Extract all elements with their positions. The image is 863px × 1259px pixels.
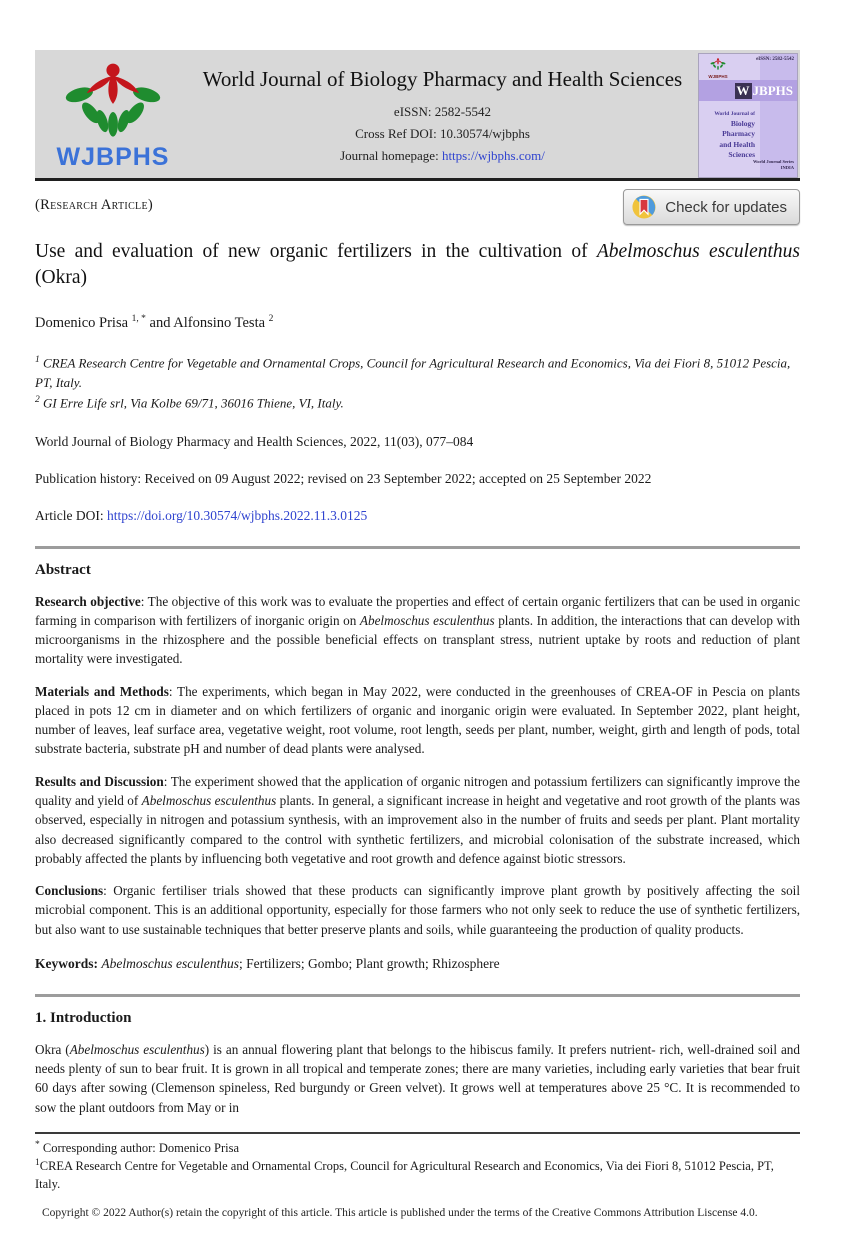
species-italic: Abelmoschus esculenthus bbox=[141, 793, 277, 808]
journal-homepage-line bbox=[187, 148, 698, 164]
check-for-updates-label: Check for updates bbox=[665, 198, 787, 216]
cover-series bbox=[753, 159, 794, 173]
journal-reference-line: World Journal of Biology Pharmacy and Health Sciences, 2022, 11(03), 077–084 bbox=[35, 433, 474, 449]
section-divider bbox=[35, 994, 800, 997]
abstract-paragraph-research-objective bbox=[35, 592, 800, 669]
affiliation-1-sup: 1 bbox=[35, 355, 40, 366]
keywords-species-italic: Abelmoschus esculenthus bbox=[101, 955, 239, 971]
article-doi-line bbox=[35, 508, 800, 524]
journal-crossref-doi: Cross Ref DOI: 10.30574/wjbphs bbox=[355, 126, 530, 141]
paragraph-text: : Organic fertiliser trials showed that these products can significantly improve plant growth by positively affecting the soil microbial component. This is an additional opportunity, especially for those farmers who not only seek to reduce the use of synthetic fertilizers, but also want to use sustainable techniques that better preserve plants and soils, while guaranteeing the production of quality products. bbox=[35, 883, 800, 937]
author-2: and Alfonsino Testa bbox=[145, 314, 269, 331]
title-text: Use and evaluation of new organic fertilizers in the cultivation of bbox=[35, 241, 597, 262]
affiliation-2-sup: 2 bbox=[35, 394, 40, 405]
article-type-label: (Research Article) bbox=[35, 197, 153, 213]
article-type-row bbox=[35, 189, 800, 225]
copyright-line: Copyright © 2022 Author(s) retain the copyright of this article. This article is published under the terms of the Creative Commons Attribution Liscense 4.0. bbox=[42, 1206, 758, 1219]
crossmark-icon bbox=[631, 194, 657, 220]
author-1-sup: 1, * bbox=[131, 313, 146, 324]
footnote-affiliation-line bbox=[35, 1157, 800, 1193]
wjbphs-logo-wordmark: WJBPHS bbox=[56, 143, 170, 171]
cover-title-line: World Journal of bbox=[714, 111, 755, 117]
paragraph-text: : The experiment showed that the application of organic nitrogen and potassium fertilizers can significantly improve the quality and yield of bbox=[35, 773, 800, 808]
introduction-paragraph bbox=[35, 1040, 800, 1117]
cover-series-name: World Journal Series bbox=[752, 158, 794, 164]
article-doi-label: Article DOI: bbox=[35, 507, 107, 523]
article-doi-link[interactable]: https://doi.org/10.30574/wjbphs.2022.11.3.0125 bbox=[106, 507, 368, 523]
authors-line bbox=[35, 314, 800, 332]
wjbphs-flower-icon bbox=[61, 62, 165, 144]
journal-title: World Journal of Biology Pharmacy and Health Sciences bbox=[202, 67, 683, 91]
author-2-sup: 2 bbox=[268, 313, 274, 324]
keywords-rest: ; Fertilizers; Gombo; Plant growth; Rhizosphere bbox=[238, 955, 500, 971]
cover-wjbphs-band bbox=[699, 80, 797, 101]
footnote-affiliation-sup: 1 bbox=[35, 1158, 40, 1169]
journal-homepage-label: Journal homepage: bbox=[340, 148, 442, 163]
paragraph-text: Okra ( bbox=[35, 1041, 70, 1057]
paragraph-text: plants. In general, a significant increase in height and vegetative and root growth of the plants was observed, especially in nitrogen and potassium synthesis, with an improvement also in the number of fruits and seeds per plant. Plant mortality also decreased significantly compared to the control with synthetic fertilizers, and microbial colonisation of the substrate increased, which probably affected the plants by influencing both vegetative and root growth and defence against biotic stressors. bbox=[35, 793, 800, 866]
cover-band-w: W bbox=[736, 82, 750, 98]
journal-header-center bbox=[187, 50, 698, 178]
corresponding-author-line bbox=[35, 1139, 800, 1157]
affiliation-2-text: GI Erre Life srl, Via Kolbe 69/71, 36016 Thiene, VI, Italy. bbox=[39, 395, 344, 411]
cover-journal-title bbox=[703, 111, 755, 161]
keywords-line bbox=[35, 956, 800, 972]
abstract-heading: Abstract bbox=[35, 561, 91, 578]
cover-title-line: Sciences bbox=[728, 150, 755, 160]
journal-logo bbox=[39, 50, 187, 178]
journal-cover-thumbnail bbox=[698, 53, 798, 178]
paragraph-text: ) is an annual flowering plant that belongs to the hibiscus family. It prefers nutrient- rich, well-drained soil and needs plenty of sun to bear fruit. It is grown in all tropical and temperate zones; there are many varieties, including early varieties that bear fruit 60 days after sowing (Clemenson spineless, Red burgundy or Green velvet). It grows well at temperatures above 25 °C. It is recommended to sow the plant outdoors from May or in bbox=[35, 1041, 800, 1115]
affiliation-1 bbox=[35, 353, 800, 392]
section-divider bbox=[35, 546, 800, 549]
introduction-heading: 1. Introduction bbox=[35, 1009, 132, 1026]
footnote-block bbox=[35, 1132, 800, 1194]
abstract-paragraph-results-discussion bbox=[35, 772, 800, 868]
corresponding-star: * bbox=[35, 1139, 40, 1150]
corresponding-text: Corresponding author: Domenico Prisa bbox=[39, 1141, 240, 1156]
article-title bbox=[35, 239, 800, 292]
check-for-updates-button[interactable] bbox=[623, 189, 800, 225]
publication-history-line: Publication history: Received on 09 August 2022; revised on 23 September 2022; accepted on 25 September 2022 bbox=[35, 470, 652, 486]
abstract-paragraph-conclusions bbox=[35, 881, 800, 939]
paragraph-label: Materials and Methods bbox=[35, 683, 169, 699]
journal-eissn: eISSN: 2582-5542 bbox=[393, 104, 492, 119]
cover-eissn: eISSN: 2582-5542 bbox=[756, 57, 794, 62]
paragraph-label: Results and Discussion bbox=[35, 773, 164, 789]
cover-series-country: INDIA bbox=[780, 165, 794, 171]
affiliations bbox=[35, 353, 800, 412]
journal-header bbox=[35, 50, 800, 181]
affiliation-1-text: CREA Research Centre for Vegetable and Ornamental Crops, Council for Agricultural Research and Economics, Via dei Fiori 8, 51012 Pescia, PT, Italy. bbox=[35, 355, 791, 391]
abstract-paragraph-materials-methods bbox=[35, 682, 800, 759]
species-italic: Abelmoschus esculenthus bbox=[69, 1041, 205, 1057]
cover-mini-logo-text: WJBPHS bbox=[708, 74, 728, 79]
title-species-italic: Abelmoschus esculenthus bbox=[596, 241, 800, 262]
keywords-label: Keywords: bbox=[35, 955, 102, 971]
cover-flower-icon bbox=[710, 58, 726, 71]
journal-homepage-link[interactable]: https://wjbphs.com/ bbox=[441, 148, 545, 163]
cover-mini-logo bbox=[707, 58, 729, 80]
author-1: Domenico Prisa bbox=[35, 314, 132, 331]
affiliation-2 bbox=[35, 393, 800, 413]
paragraph-text: : The objective of this work was to evaluate the properties and effect of certain organic fertilizers that can be used in organic farming in comparison with fertilizers of inorganic origin on bbox=[35, 593, 800, 628]
paragraph-text: plants. In addition, the interactions that can develop with microorganisms in the rhizosphere and the possible beneficial effects on transplant stress, nutrient uptake by roots and reduction of plant mortality were investigated. bbox=[35, 612, 801, 667]
cover-title-line: and Health bbox=[719, 139, 755, 149]
paragraph-label: Conclusions bbox=[35, 883, 104, 899]
paragraph-label: Research objective bbox=[35, 593, 141, 609]
title-text-end: (Okra) bbox=[35, 267, 87, 289]
cover-title-line: Biology Pharmacy bbox=[722, 118, 755, 139]
species-italic: Abelmoschus esculenthus bbox=[359, 612, 495, 628]
paragraph-text: : The experiments, which began in May 2022, were conducted in the greenhouses of CREA-OF in Pescia on plants placed in pots 12 cm in diameter and on which fertilizers of organic and inorganic origin were evaluated. In September 2022, plant height, number of leaves, leaf surface area, vegetative weight, root volume, root length, seeds per plant, number, weight, girth and length of pods, total substrate bacteria, substrate pH and number of dead plants were analysed. bbox=[35, 683, 800, 757]
cover-band-rest: JBPHS bbox=[752, 82, 793, 98]
footnote-affiliation-text: CREA Research Centre for Vegetable and Ornamental Crops, Council for Agricultural Research and Economics, Via dei Fiori 8, 51012 Pescia, PT, Italy. bbox=[35, 1159, 774, 1192]
